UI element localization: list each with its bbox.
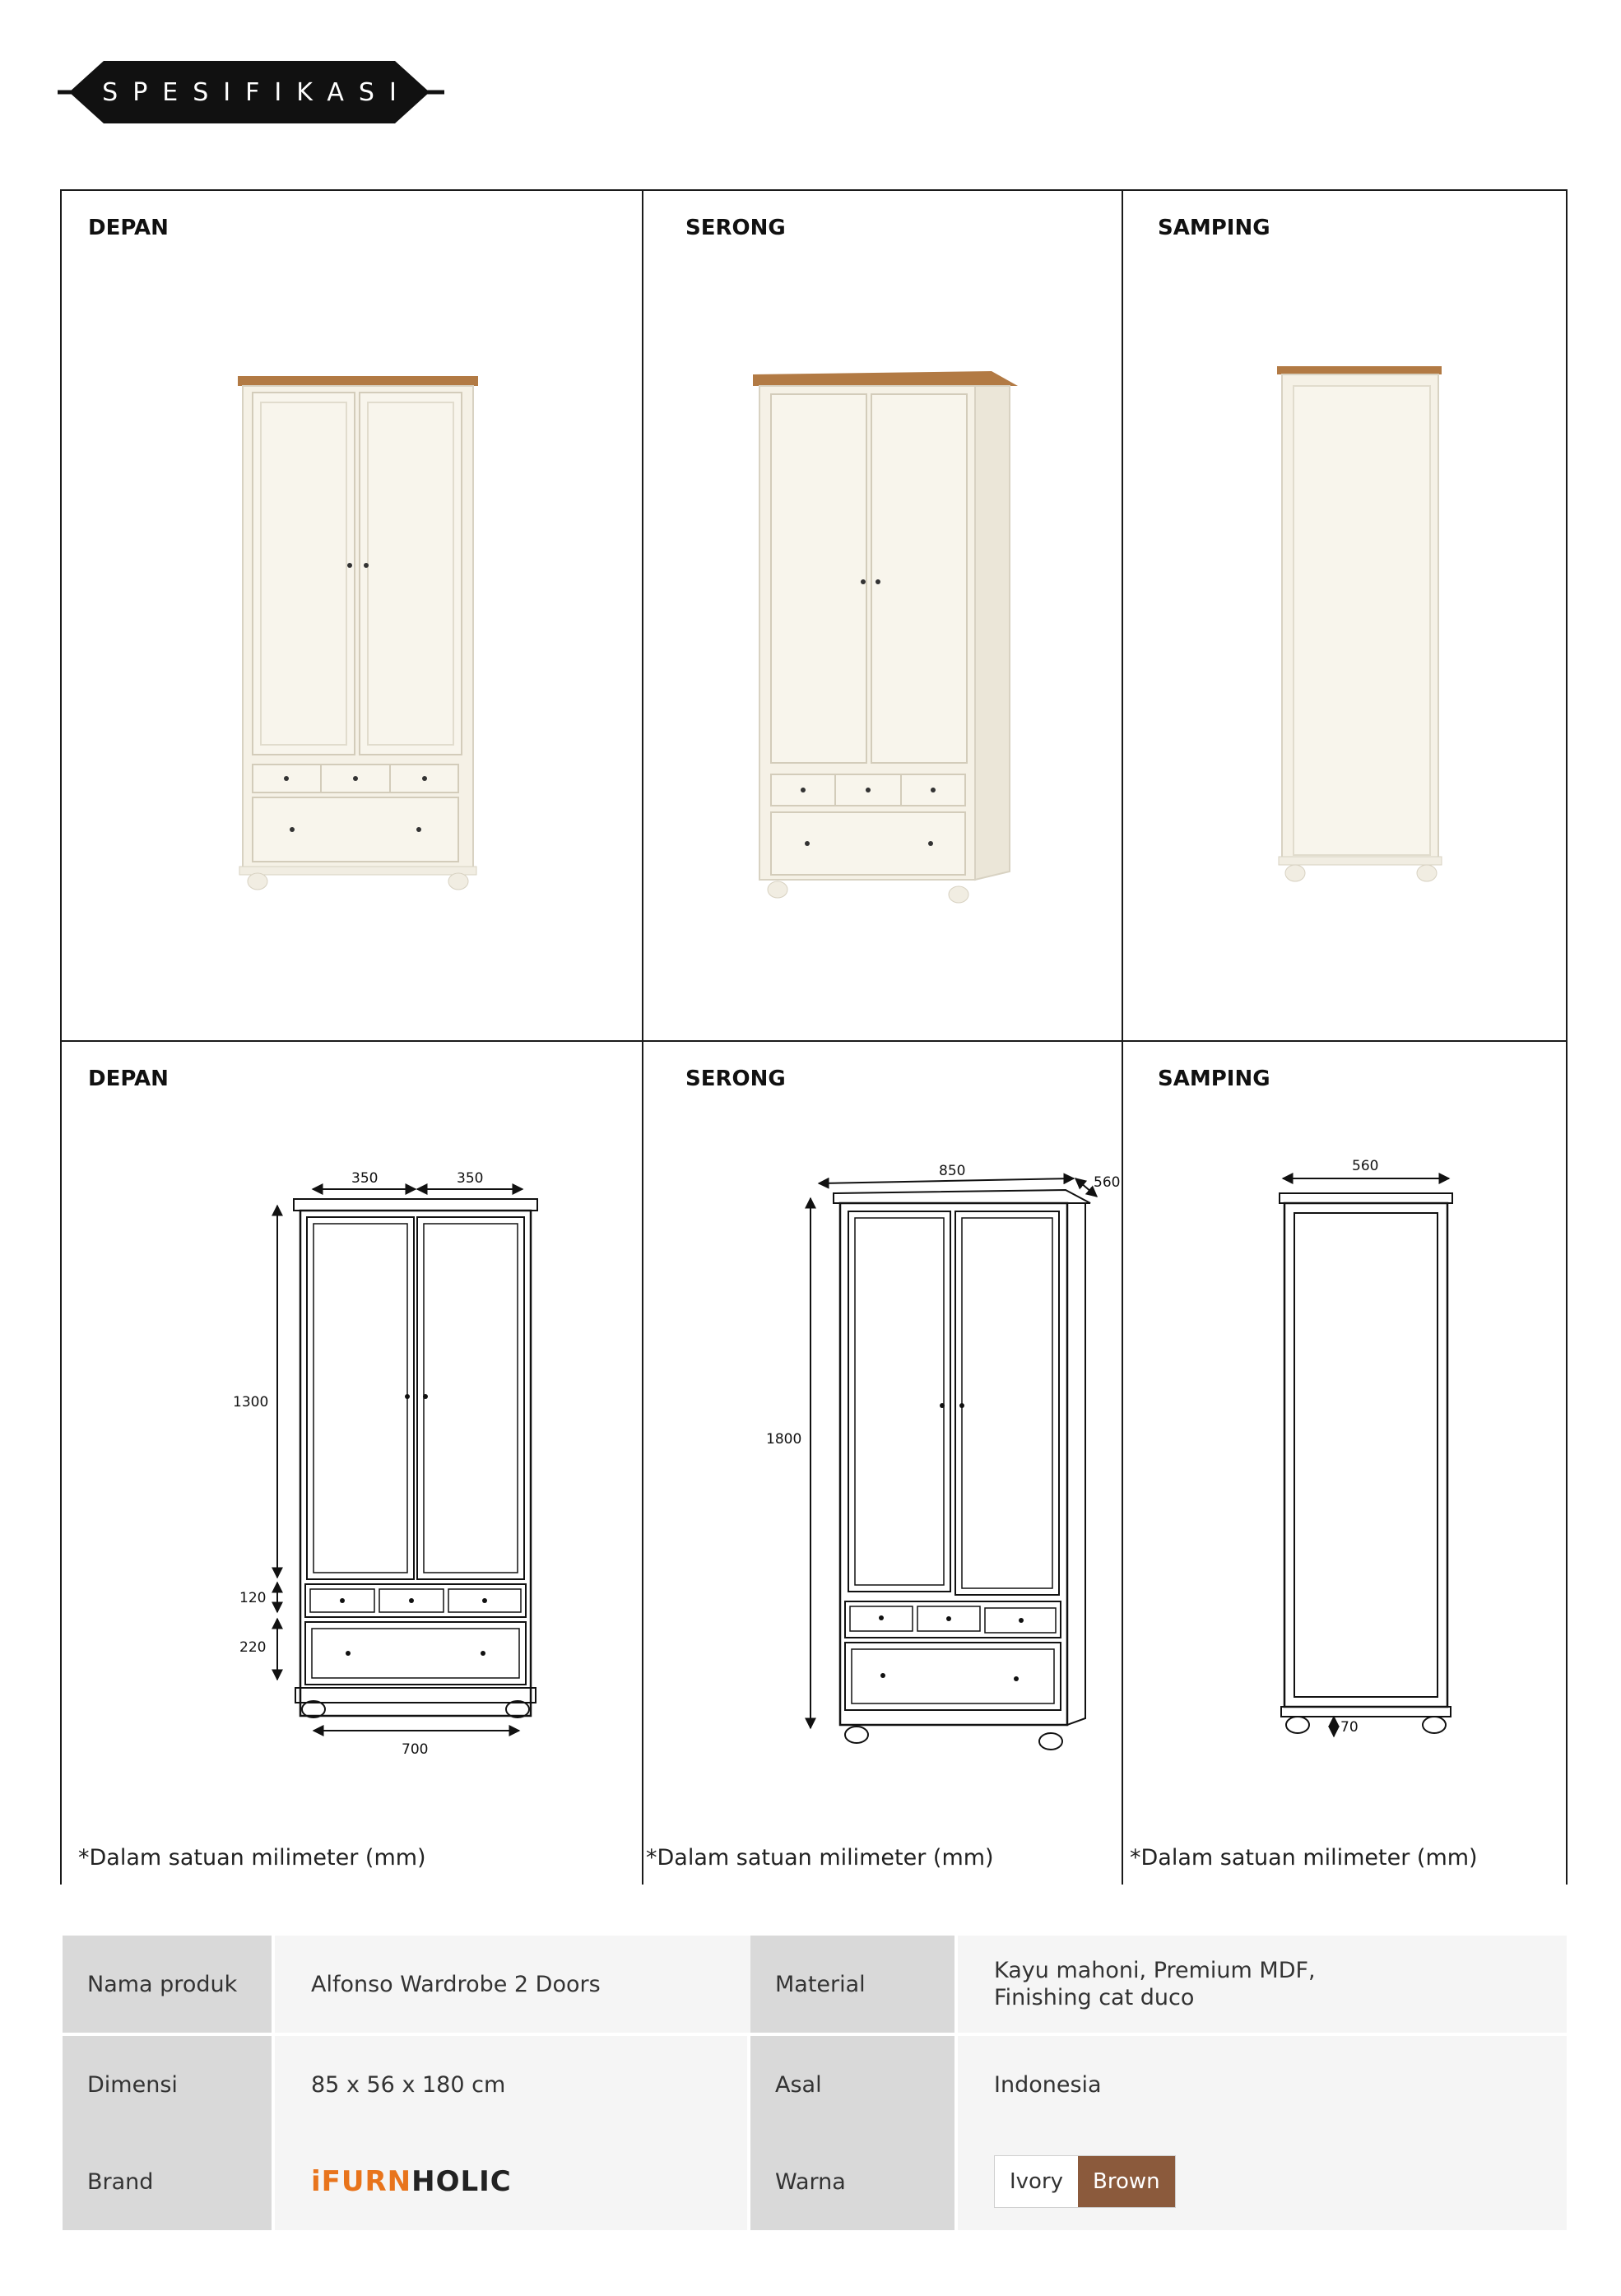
photo-title-front: DEPAN — [88, 216, 169, 240]
info-row-dimension — [63, 2036, 1567, 2133]
grid-divider — [1122, 191, 1123, 1885]
value-material-line-1: Kayu mahoni, Premium MDF, — [994, 1958, 1316, 1983]
dim-side-leg: 70 — [1340, 1719, 1359, 1736]
spec-grid — [60, 189, 1568, 1885]
label-product-name: Nama produk — [63, 1936, 272, 2033]
dim-width: 700 — [402, 1741, 429, 1758]
color-option-brown[interactable]: Brown — [1078, 2156, 1175, 2207]
dim-angle-depth: 560 — [1094, 1174, 1121, 1191]
drawing-title-angle: SERONG — [685, 1067, 786, 1091]
brand-logo-part-2: HOLIC — [411, 2164, 512, 2198]
spec-header — [58, 59, 444, 125]
dim-drawer-large: 220 — [239, 1639, 267, 1656]
label-color: Warna — [750, 2133, 954, 2230]
front-technical-drawing — [160, 1166, 555, 1759]
dim-door-left: 350 — [351, 1170, 379, 1187]
side-technical-drawing — [1247, 1154, 1477, 1755]
value-color — [958, 2133, 1567, 2230]
drawing-title-front: DEPAN — [88, 1067, 169, 1091]
wardrobe-front-image — [235, 376, 481, 919]
label-dimension: Dimensi — [63, 2036, 272, 2133]
dim-door-right: 350 — [457, 1170, 484, 1187]
wardrobe-angle-image — [753, 368, 1033, 927]
photo-title-side: SAMPING — [1158, 216, 1270, 240]
dim-angle-width: 850 — [939, 1163, 966, 1179]
value-brand — [275, 2133, 747, 2230]
drawing-title-side: SAMPING — [1158, 1067, 1270, 1091]
label-origin: Asal — [750, 2036, 954, 2133]
info-row-brand — [63, 2133, 1567, 2230]
grid-divider — [62, 1040, 1566, 1042]
unit-note-side: *Dalam satuan milimeter (mm) — [1130, 1845, 1478, 1871]
header-title: SPESIFIKASI — [102, 77, 411, 107]
brand-logo — [311, 2164, 512, 2198]
grid-divider — [642, 191, 643, 1885]
wardrobe-side-image — [1275, 366, 1448, 909]
photo-title-angle: SERONG — [685, 216, 786, 240]
product-info-table — [63, 1936, 1567, 2232]
value-material — [958, 1936, 1567, 2033]
unit-note-front: *Dalam satuan milimeter (mm) — [78, 1845, 426, 1871]
color-swatches — [994, 2155, 1176, 2208]
value-dimension: 85 x 56 x 180 cm — [275, 2036, 747, 2133]
angle-technical-drawing — [695, 1154, 1121, 1763]
color-option-ivory[interactable]: Ivory — [995, 2156, 1078, 2207]
unit-note-angle: *Dalam satuan milimeter (mm) — [646, 1845, 994, 1871]
value-origin: Indonesia — [958, 2036, 1567, 2133]
dim-drawer-small: 120 — [239, 1590, 267, 1606]
label-brand: Brand — [63, 2133, 272, 2230]
value-material-line-2: Finishing cat duco — [994, 1985, 1195, 2010]
dim-door-height: 1300 — [233, 1394, 269, 1411]
dim-angle-height: 1800 — [766, 1431, 802, 1448]
brand-logo-part-1: iFURN — [311, 2164, 412, 2198]
label-material: Material — [750, 1936, 954, 2033]
value-product-name: Alfonso Wardrobe 2 Doors — [275, 1936, 810, 2033]
info-row-name — [63, 1936, 1567, 2033]
dim-side-depth: 560 — [1352, 1158, 1379, 1174]
